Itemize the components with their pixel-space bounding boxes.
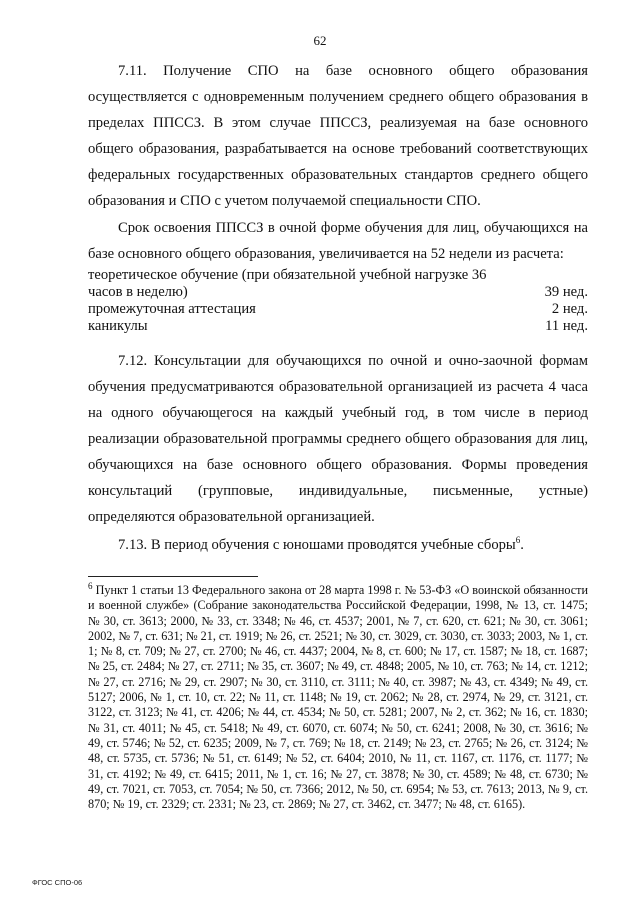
paragraph-7-11: 7.11. Получение СПО на базе основного общего образования осуществляется с одновременным получением среднего общего образования в пределах ППССЗ. В этом случае ППССЗ, реализуемая на базе основного общего образования, разрабатывается на основе требований соответствующих федеральных государственных образовательных стандартов среднего общего образования и СПО с учетом получаемой специальности СПО. [88,63,588,209]
footnote-divider [88,576,258,577]
paragraph-study-term: Срок освоения ППССЗ в очной форме обучения для лиц, обучающихся на базе основного общего образования, увеличивается на 52 недели из расчета: [88,220,588,262]
table-row [88,267,588,301]
row-value: 2 нед. [551,301,588,317]
paragraph-7-13-text: 7.13. В период обучения с юношами проводятся учебные сборы [118,537,516,553]
row-label: теоретическое обучение (при обязательной учебной нагрузке 36 часов в неделю) [88,267,487,300]
row-label: промежуточная аттестация [88,301,256,317]
footnote-mark: 6 [88,580,93,591]
footnote-reference[interactable]: 6 [515,535,521,546]
table-row [88,301,588,318]
paragraph-7-12: 7.12. Консультации для обучающихся по очной и очно-заочной формам обучения предусматриваются образовательной организацией из расчета 4 часа на одного обучающегося на каждый учебный год, в том числе в период реализации образовательной программы среднего общего образования для лиц, обучающихся на базе основного общего образования. Формы проведения консультаций (групповые, индивидуальные, письменные, устные) определяются образовательной организацией. [88,353,588,525]
paragraph-7-13: 7.13. В период обучения с юношами проводятся учебные сборы$^6$. [118,535,524,553]
page-number: 62 [313,33,327,48]
weeks-breakdown-table [88,267,588,335]
row-value: 39 нед. [544,284,588,300]
table-row [88,318,588,335]
document-stamp: ФГОС СПО-06 [32,878,83,887]
footnote-text: Пункт 1 статьи 13 Федерального закона от 28 марта 1998 г. № 53-ФЗ «О воинской обязанности и военной службе» (Собрание законодательства Российской Федерации, 1998, № 13, ст. 1475; № 30, ст. 3613; 2000, № 33, ст. 3348; № 46, ст. 4537; 2001, № 7, ст. 620, ст. 621; № 30, ст. 3061; 2002, № 7, ст. 631; № 21, ст. 1919; № 26, ст. 2521; № 30, ст. 3029, ст. 3030, ст. 3033; 2003, № 1, ст. 1; № 8, ст. 709; № 27, ст. 2700; № 46, ст. 4437; 2004, № 8, ст. 600; № 17, ст. 1587; № 18, ст. 1687; № 25, ст. 2484; № 27, ст. 2711; № 35, ст. 3607; № 49, ст. 4848; 2005, № 10, ст. 763; № 14, ст. 1212; № 27, ст. 2716; № 29, ст. 2907; № 30, ст. 3110, ст. 3111; № 40, ст. 3987; № 43, ст. 4349; № 49, ст. 5127; 2006, № 1, ст. 10, ст. 22; № 11, ст. 1148; № 19, ст. 2062; № 28, ст. 2974, № 29, ст. 3121, ст. 3122, ст. 3123; № 41, ст. 4206; № 44, ст. 4534; № 50, ст. 5281; 2007, № 2, ст. 362; № 16, ст. 1830; № 31, ст. 4011; № 45, ст. 5418; № 49, ст. 6070, ст. 6074; № 50, ст. 6241; 2008, № 30, ст. 3616; № 49, ст. 5746; № 52, ст. 6235; 2009, № 7, ст. 769; № 18, ст. 2149; № 23, ст. 2765; № 26, ст. 3124; № 48, ст. 5735, ст. 5736; № 51, ст. 6149; № 52, ст. 6404; 2010, № 11, ст. 1167, ст. 1176, ст. 1177; № 31, ст. 4192; № 49, ст. 6415; 2011, № 1, ст. 16; № 27, ст. 3878; № 30, ст. 4589; № 48, ст. 6730; № 49, ст. 7021, ст. 7053, ст. 7054; № 50, ст. 7366; 2012, № 50, ст. 6954; № 53, ст. 7613; 2013, № 9, ст. 870; № 19, ст. 2329; ст. 2331; № 23, ст. 2869; № 27, ст. 3462, ст. 3477; № 48, ст. 6165). [88,583,588,812]
footnote [88,580,588,812]
row-label: каникулы [88,318,148,334]
row-value: 11 нед. [545,318,588,334]
